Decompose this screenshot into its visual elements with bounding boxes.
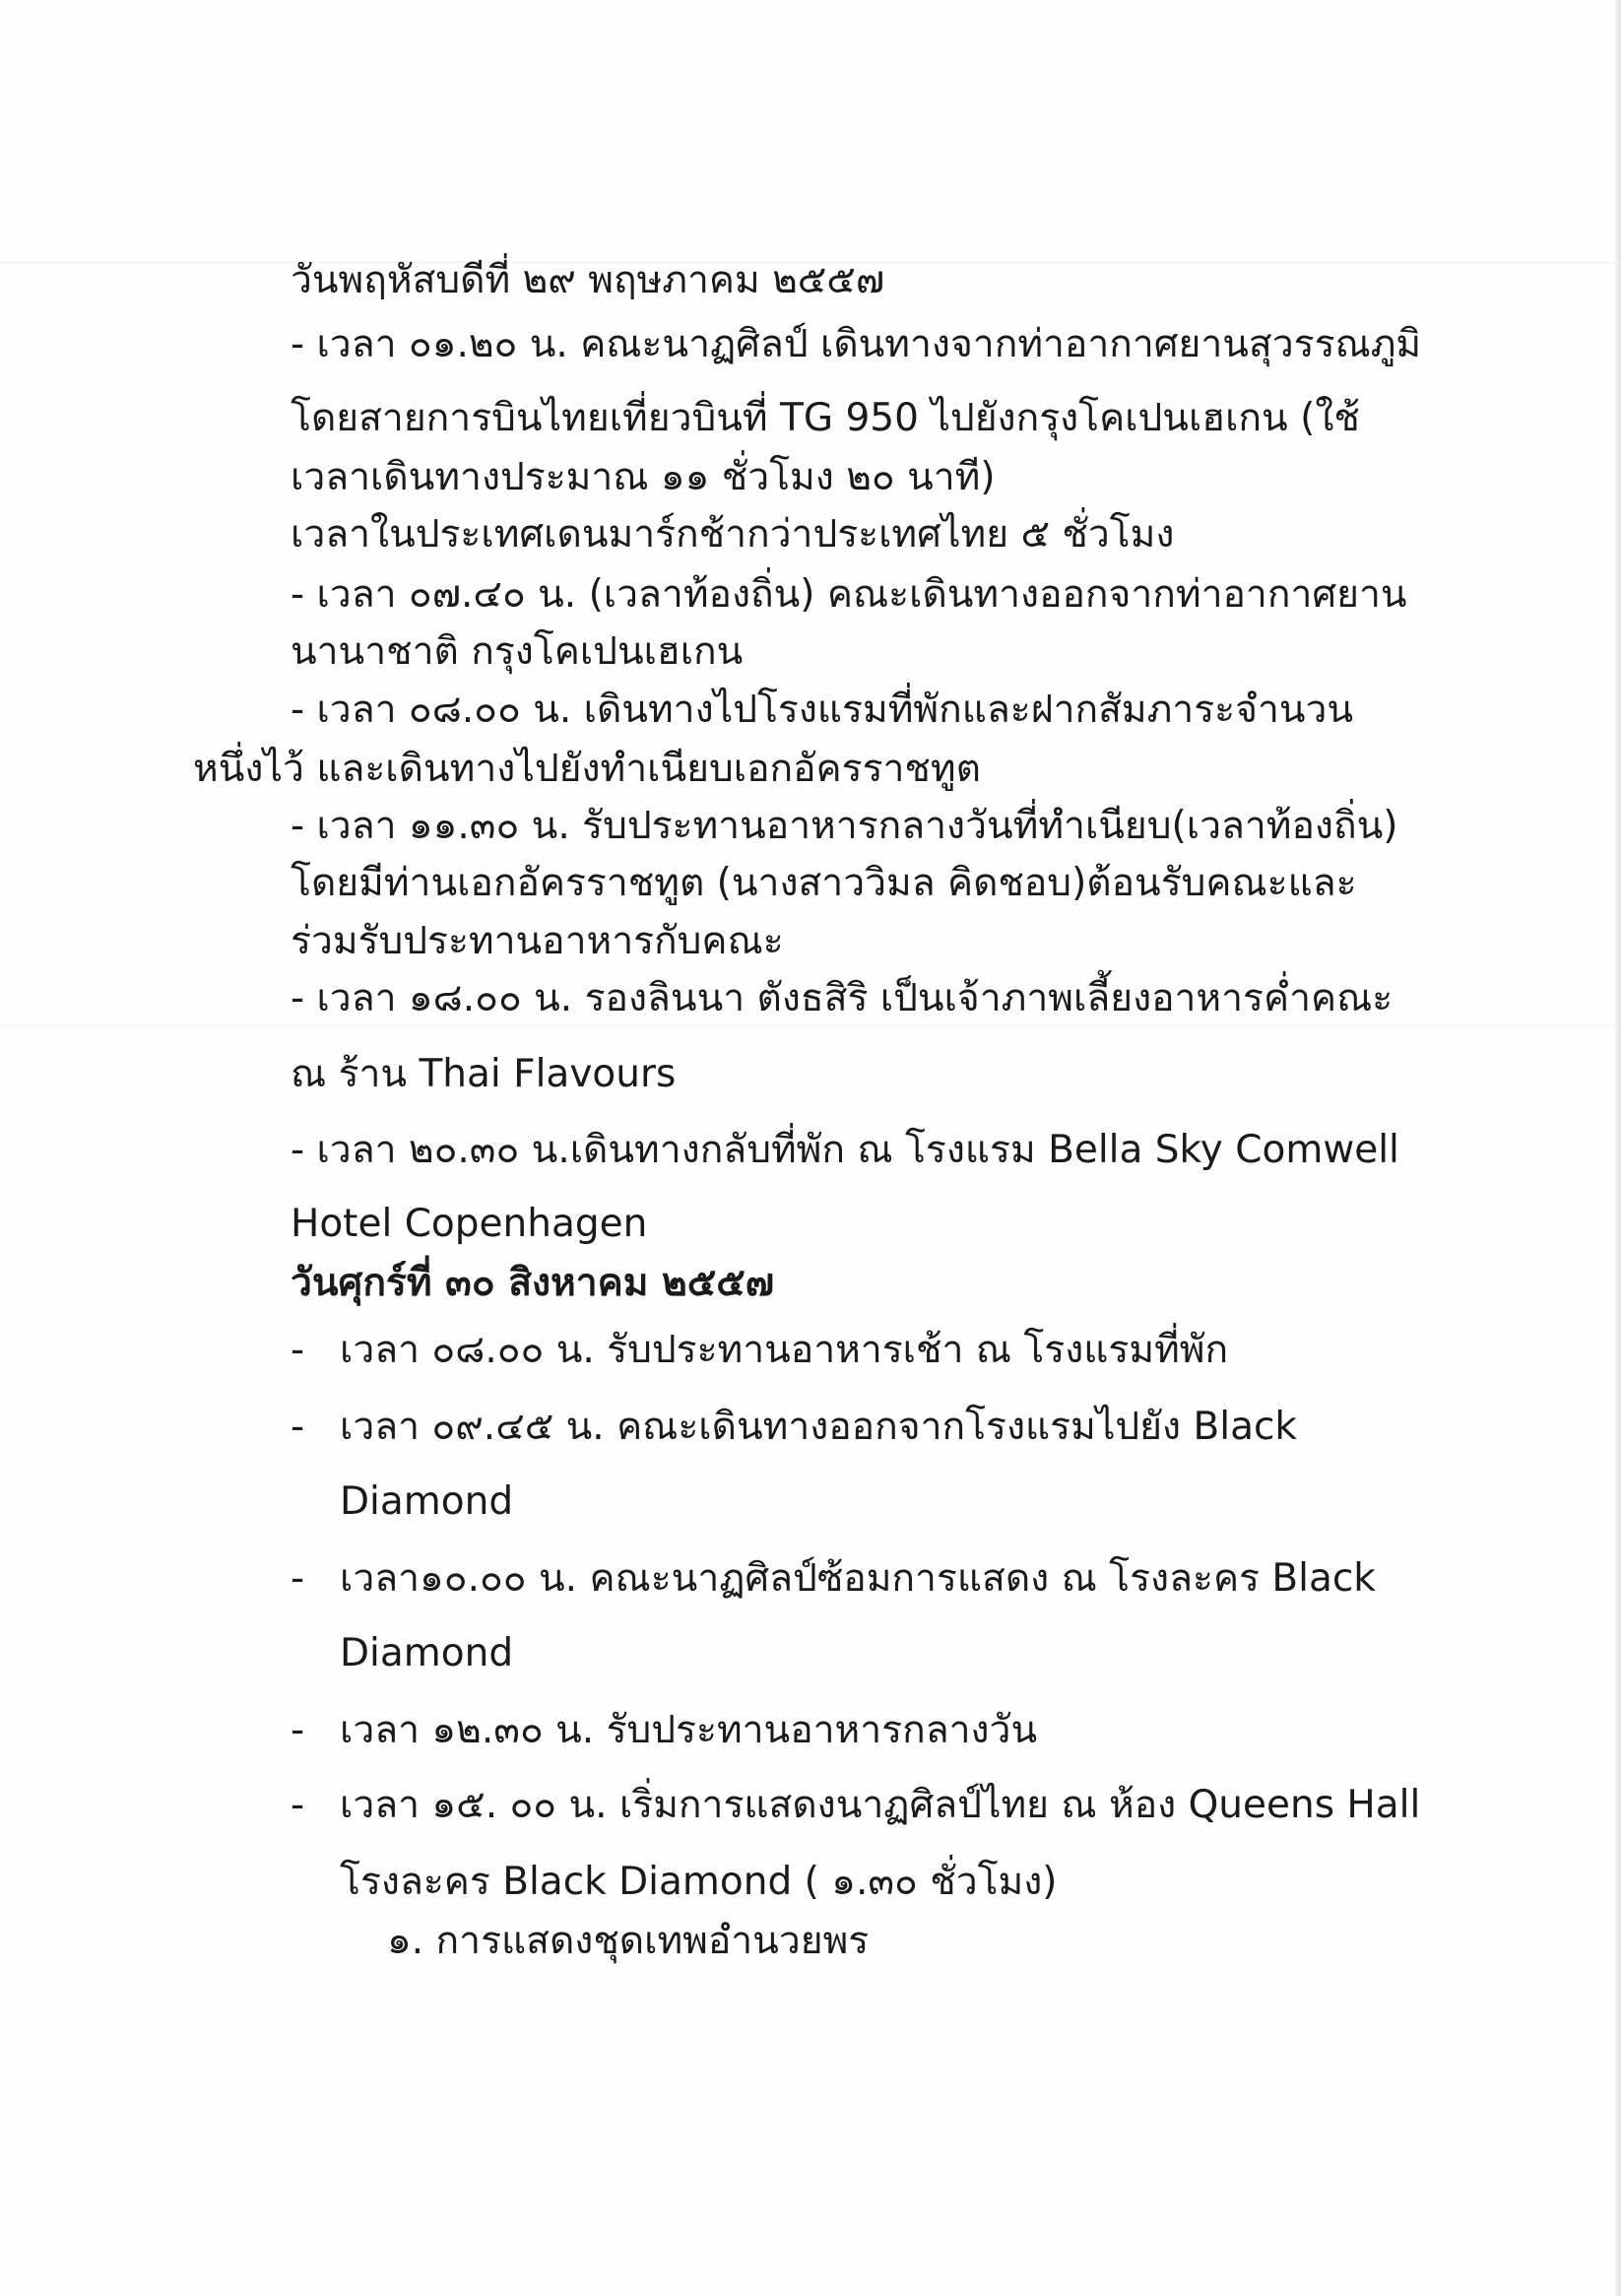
day1-heading: วันพฤหัสบดีที่ ๒๙ พฤษภาคม ๒๕๕๗ bbox=[291, 258, 885, 302]
list-bullet: - bbox=[291, 1783, 305, 1827]
day1-line: ร่วมรับประทานอาหารกับคณะ bbox=[291, 919, 784, 963]
day1-line: เวลาเดินทางประมาณ ๑๑ ชั่วโมง ๒๐ นาที) bbox=[291, 455, 996, 499]
day2-item: เวลา ๑๒.๓๐ น. รับประทานอาหารกลางวัน bbox=[340, 1708, 1038, 1752]
day1-line: - เวลา ๐๑.๒๐ น. คณะนาฏศิลป์ เดินทางจากท่าอากาศยานสุวรรณภูมิ bbox=[291, 322, 1422, 366]
scan-artifact-line bbox=[0, 1024, 1621, 1025]
list-bullet: - bbox=[291, 1405, 305, 1449]
list-bullet: - bbox=[291, 1708, 305, 1752]
day1-line: โดยมีท่านเอกอัครราชทูต (นางสาววิมล คิดชอบ)ต้อนรับคณะและ bbox=[291, 861, 1357, 905]
day1-line: Hotel Copenhagen bbox=[291, 1202, 648, 1246]
day1-line: - เวลา ๒๐.๓๐ น.เดินทางกลับที่พัก ณ โรงแรม Bella Sky Comwell bbox=[291, 1128, 1399, 1172]
day2-item: เวลา๑๐.๐๐ น. คณะนาฏศิลป์ซ้อมการแสดง ณ โรงละคร Black bbox=[340, 1556, 1376, 1601]
day1-line: ณ ร้าน Thai Flavours bbox=[291, 1052, 677, 1096]
day2-item: เวลา ๑๕. ๐๐ น. เริ่มการแสดงนาฏศิลป์ไทย ณ ห้อง Queens Hall bbox=[340, 1783, 1421, 1827]
scan-edge-shadow bbox=[1615, 0, 1621, 2296]
day1-line: - เวลา ๐๗.๔๐ น. (เวลาท้องถิ่น) คณะเดินทางออกจากท่าอากาศยาน bbox=[291, 572, 1407, 617]
day1-line: หนึ่งไว้ และเดินทางไปยังทำเนียบเอกอัครราชทูต bbox=[193, 747, 981, 791]
day2-item-continuation: โรงละคร Black Diamond ( ๑.๓๐ ชั่วโมง) bbox=[340, 1860, 1058, 1904]
day2-item-continuation: Diamond bbox=[340, 1479, 514, 1524]
list-bullet: - bbox=[291, 1556, 305, 1601]
day1-line: - เวลา ๑๑.๓๐ น. รับประทานอาหารกลางวันที่ทำเนียบ(เวลาท้องถิ่น) bbox=[291, 804, 1398, 848]
day1-line: - เวลา ๐๘.๐๐ น. เดินทางไปโรงแรมที่พักและฝากสัมภาระจำนวน bbox=[291, 688, 1354, 732]
day2-heading: วันศุกร์ที่ ๓๐ สิงหาคม ๒๕๕๗ bbox=[291, 1261, 775, 1305]
day2-sub-item: ๑. การแสดงชุดเทพอำนวยพร bbox=[387, 1919, 870, 1963]
day1-line: - เวลา ๑๘.๐๐ น. รองลินนา ตังธสิริ เป็นเจ้าภาพเลี้ยงอาหารค่ำคณะ bbox=[291, 976, 1394, 1020]
list-bullet: - bbox=[291, 1328, 305, 1372]
day2-item: เวลา ๐๘.๐๐ น. รับประทานอาหารเช้า ณ โรงแรมที่พัก bbox=[340, 1328, 1229, 1372]
day1-line: โดยสายการบินไทยเที่ยวบินที่ TG 950 ไปยังกรุงโคเปนเฮเกน (ใช้ bbox=[291, 396, 1360, 440]
day2-item-continuation: Diamond bbox=[340, 1631, 514, 1675]
day1-line: นานาชาติ กรุงโคเปนเฮเกน bbox=[291, 629, 744, 674]
day1-line: เวลาในประเทศเดนมาร์กช้ากว่าประเทศไทย ๕ ชั่วโมง bbox=[291, 512, 1175, 557]
day2-item: เวลา ๐๙.๔๕ น. คณะเดินทางออกจากโรงแรมไปยัง Black bbox=[340, 1405, 1297, 1449]
